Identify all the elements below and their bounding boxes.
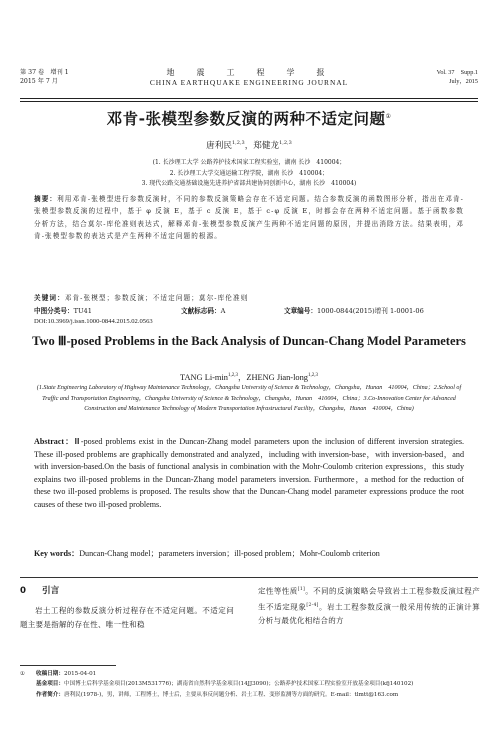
author-name: ZHENG Jian-long [246, 373, 308, 382]
author-separator: ， [244, 141, 254, 151]
journal-name-en: CHINA EARTHQUAKE ENGINEERING JOURNAL [149, 78, 349, 87]
author-separator: ， [237, 373, 247, 382]
author-bio-label: 作者简介： [36, 691, 64, 698]
author-name: TANG Li-min [180, 373, 228, 382]
section-heading [20, 584, 234, 596]
keywords-cn [34, 292, 464, 302]
footnote-author [20, 690, 478, 700]
citation-link[interactable]: [2-4] [306, 602, 319, 608]
section-number: 0 [20, 586, 26, 596]
footnote-received [20, 669, 478, 679]
clc-value: TU41 [73, 307, 92, 315]
title-en-post: -posed Problems in the Back Analysis of Duncan-Chang Model Parameters [66, 334, 466, 348]
body-column-right [258, 583, 480, 628]
author-affiliation-mark: 1,2,3 [307, 373, 318, 379]
author-affiliation-mark: 1,2,3 [227, 373, 238, 379]
page-title-cn [0, 107, 498, 129]
citation-link[interactable]: [1] [297, 587, 306, 592]
footnote-mark: ① [20, 671, 26, 677]
author-name: 唐利民 [206, 141, 232, 151]
affiliation-line: (1. 长沙理工大学 公路养护技术国家工程实验室，湖南 长沙 410004； [152, 159, 346, 166]
abstract-en [34, 436, 464, 512]
affiliations-en: (1.State Engineering Laboratory of Highway Maintenance Technology，Changsha University of Science & Technology，Changsha，Hunan 410004，China；2.School of Traffic and Transportation Engineering，Changsha University of Science & Technology，Changsha，Hunan 410004，China；3.Co-Innovation Center for Advanced Construction and Maintenance Technology of Modern Transportation Infrastructural Facility，Changsha，Hunan 410004，China) [36, 385, 462, 413]
keywords-en-label: Key words： [34, 549, 80, 558]
abstract-cn-label: 摘要： [34, 195, 58, 203]
keywords-en-text: Duncan-Chang model；parameters inversion；ill-posed problem；Mohr-Coulomb criterion [79, 549, 380, 558]
article-number [284, 305, 424, 315]
article-number-label: 文章编号： [284, 307, 317, 315]
keywords-cn-text: 邓肯-张模型；参数反演；不适定问题；莫尔-库伦准则 [64, 294, 249, 302]
date-cn: 2015 年 7 月 [20, 78, 58, 85]
author-bio-text: 唐利民(1978-)，男，讲师，工程博士，博士后，主要从事反问题分析、岩土工程、变形监测等方面的研究。E-mail：tlmtt@163.com [63, 691, 399, 698]
authors-en [0, 371, 498, 383]
body-text: 。岩土工程参数反演一般采用传统的正演计算分析与最优化相结合的方 [258, 602, 480, 625]
date-en: July，2015 [449, 78, 478, 85]
abstract-cn [34, 193, 464, 243]
title-en-roman: Ⅲ [57, 334, 67, 348]
document-code [181, 305, 225, 315]
abstract-en-text: Ⅲ-posed problems exist in the Duncan-Zhang model parameters upon the inclusion of different inversion strategies. These ill-posed problems are graphically demonstrated and analyzed，including with inversion-base，with inversion-based，and with inversion-based.On the basis of functional analysis in combination with the Mohr-Coulomb criterion expressions，this study explains two ill-posed problems in the Duncan-Zhang model parameters inversion. Furthermore，a method for the reduction of these two ill-posed problems is proposed. The results show that the Duncan-Chang model parameter expressions produce the root causes of these two ill-posed problems. [34, 437, 464, 509]
keywords-en [34, 548, 464, 561]
section-title: 引言 [42, 586, 60, 596]
abstract-en-label: Abstract： [34, 437, 75, 446]
author-name: 郑健龙 [253, 141, 280, 151]
affiliation-line: 3. 现代公路交通基础设施先进养护省部共建协同创新中心，湖南 长沙 410004) [141, 180, 357, 187]
authors-cn [0, 139, 498, 151]
abstract-cn-text: 利用邓肯-张模型进行参数反演时，不同的参数反演策略会存在不适定问题。结合参数反演的函数图形分析，指出在邓肯-张模型参数反演的过程中，基于 φ 反演 E，基于 c 反演 E，基于 c-φ 反演 E，时都会存在两种不适定问题。基于函数参数分析方法，结合莫尔-库伦准则表达式，解释邓肯-张模型参数反演产生两种不适定问题的原因，并提出消除方法。结果表明，邓肯-张模型参数的表达式是产生两种不适定问题的根源。 [34, 195, 464, 241]
footnotes [20, 669, 478, 700]
doc-code-label: 文献标志码： [181, 307, 221, 315]
received-date: 2015-04-01 [63, 671, 97, 677]
footnote-funding [20, 679, 478, 689]
body-paragraph: 岩土工程的参数反演分析过程存在不适定问题。不适定问题主要是指解的存在性、唯一性和稳 [20, 606, 234, 629]
received-label: 收稿日期： [36, 671, 64, 677]
doi-link[interactable]: DOI:10.3969/j.issn.1000-0844.2015.02.0563 [34, 318, 153, 325]
funding-text: 中国博士后科学基金项目(2013M531776)；湖南省自然科学基金项目(14JJ3090)；公路养护技术国家工程实验室开放基金项目(kfj140102) [63, 681, 414, 688]
section-divider [20, 577, 478, 578]
keywords-cn-label: 关键词： [34, 294, 65, 302]
journal-header [20, 68, 478, 98]
title-cn-text: 邓肯-张模型参数反演的两种不适定问题 [106, 110, 386, 128]
clc-number [34, 305, 92, 315]
page-title-en [30, 333, 468, 351]
body-text: 。不同的反演策略会导致岩土工程参数反演过程产生不适定现象 [258, 586, 480, 611]
author-affiliation-mark: 1,2,3 [231, 140, 245, 147]
header-right [437, 68, 478, 86]
affiliation-line: 2. 长沙理工大学交通运输工程学院，湖南 长沙 410004； [169, 169, 329, 177]
volume-issue-en: Vol. 37 Supp.1 [436, 69, 478, 76]
header-rule [20, 98, 478, 102]
footnote-rule [20, 665, 116, 666]
doc-code-value: A [220, 307, 226, 315]
title-footnote-mark[interactable]: ① [385, 112, 392, 120]
clc-label: 中图分类号： [34, 307, 74, 315]
body-text: 定性等性质 [258, 586, 298, 596]
volume-issue-cn: 第 37 卷 增刊 1 [20, 69, 69, 76]
title-en-pre: Two [32, 334, 58, 348]
funding-label: 基金项目： [36, 681, 64, 688]
header-center [20, 68, 478, 88]
journal-name-cn: 地 震 工 程 学 报 [166, 68, 332, 77]
body-column-left [20, 584, 234, 632]
affiliations-cn [0, 158, 498, 190]
author-affiliation-mark: 1,2,3 [279, 140, 292, 147]
article-number-value: 1000-0844(2015)增刊 1-0001-06 [316, 307, 424, 315]
